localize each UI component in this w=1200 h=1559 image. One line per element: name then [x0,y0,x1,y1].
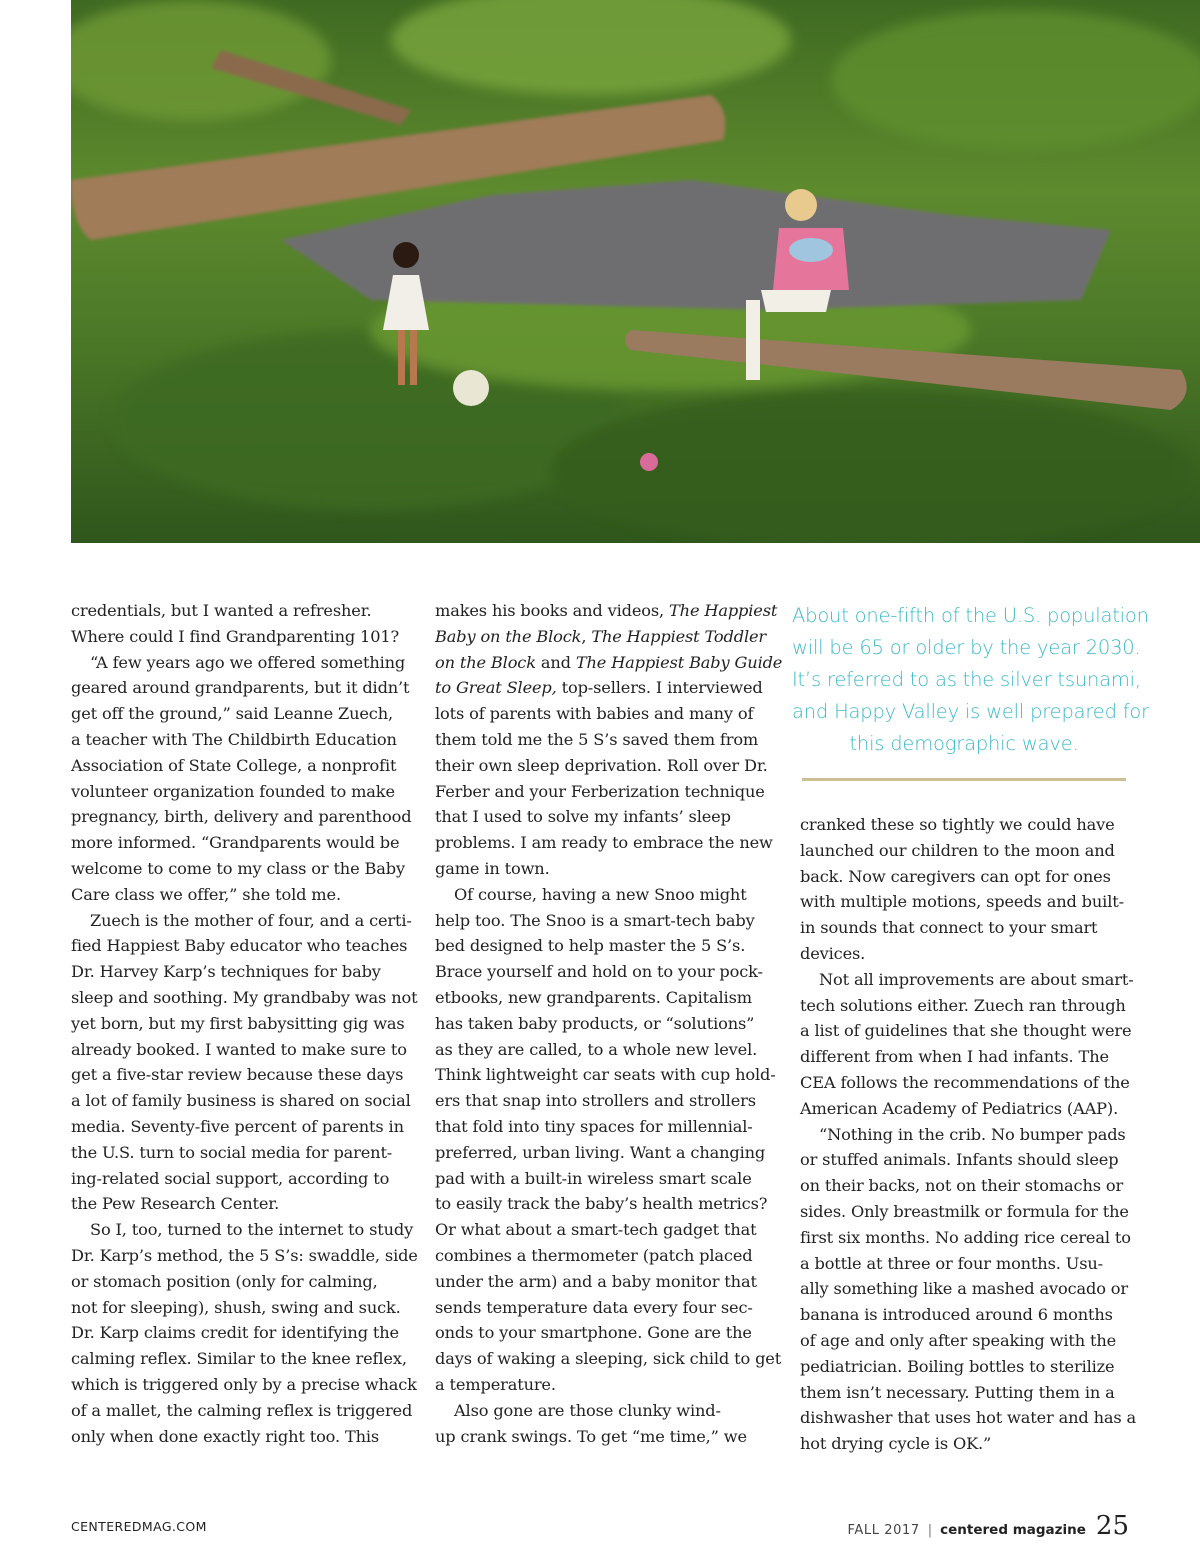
article-column-3 [800,812,1135,1457]
column-2-line: that fold into tiny spaces for millennial- [435,1116,753,1136]
column-1-line: the U.S. turn to social media for parent- [71,1142,393,1162]
column-2-line: onds to your smartphone. Gone are the [435,1323,752,1343]
page-number: 25 [1095,1511,1129,1541]
column-2-line: to Great Sleep, top-sellers. I interviewed [435,678,763,698]
column-3-line: Not all improvements are about smart- [819,969,1134,989]
pull-quote [792,600,1149,760]
column-2-line: days of waking a sleeping, sick child to get [435,1349,782,1369]
column-2-line: Baby on the Block, The Happiest Toddler [435,626,766,646]
hero-photo [71,0,1200,543]
column-2-line: combines a thermometer (patch placed [435,1245,753,1265]
column-2-line: that I used to solve my infants’ sleep [435,807,731,827]
column-1-line: fied Happiest Baby educator who teaches [71,936,408,956]
column-2-line: Think lightweight car seats with cup hold- [435,1065,776,1085]
miniature-figures-on-moss-image [71,0,1200,543]
footer-magazine-name: centered magazine [940,1522,1086,1538]
column-1-line: get a five-star review because these days [71,1065,404,1085]
column-2-line: as they are called, to a whole new level. [435,1039,758,1059]
column-1-line: or stomach position (only for calming, [71,1271,378,1291]
column-2-line: to easily track the baby’s health metrics? [435,1194,768,1214]
column-1-line: get off the ground,” said Leanne Zuech, [71,704,393,724]
column-2-line: makes his books and videos, The Happiest [435,601,778,620]
pull-quote-rule [802,778,1126,781]
column-1-line: Association of State College, a nonprofit [71,755,397,775]
column-1-line: Dr. Karp claims credit for identifying the [71,1323,399,1343]
column-2-line: a temperature. [435,1374,556,1394]
column-1-line: Where could I find Grandparenting 101? [71,626,400,646]
column-2-line: Also gone are those clunky wind- [454,1400,721,1420]
footer-website[interactable]: CENTEREDMAG.COM [71,1519,207,1534]
pull-quote-line: About one-fifth of the U.S. population [792,604,1149,627]
column-2-line: under the arm) and a baby monitor that [435,1271,757,1291]
column-1-line: Dr. Harvey Karp’s techniques for baby [71,962,381,982]
column-2-line: on the Block and The Happiest Baby Guide [435,652,783,672]
column-2-line: game in town. [435,858,550,878]
column-2-line: has taken baby products, or “solutions” [435,1013,755,1033]
column-1-line: which is triggered only by a precise whack [71,1374,417,1394]
column-2-line: etbooks, new grandparents. Capitalism [435,987,752,1007]
column-1-line: only when done exactly right too. This [71,1426,380,1446]
column-3-line: first six months. No adding rice cereal to [800,1227,1131,1247]
column-3-line: tech solutions either. Zuech ran through [800,995,1126,1015]
column-3-line: a bottle at three or four months. Usu- [800,1253,1103,1273]
column-3-line: “Nothing in the crib. No bumper pads [819,1124,1126,1144]
column-3-line: American Academy of Pediatrics (AAP). [800,1098,1119,1118]
column-1-line: the Pew Research Center. [71,1194,280,1214]
column-3-line: launched our children to the moon and [800,840,1115,860]
column-2-line: sends temperature data every four sec- [435,1297,753,1317]
column-3-line: with multiple motions, speeds and built- [800,892,1124,912]
column-1-line: not for sleeping), shush, swing and suck. [71,1297,401,1317]
column-1-line: geared around grandparents, but it didn’t [71,678,410,698]
column-1-line: a lot of family business is shared on social [71,1091,411,1111]
column-3-line: devices. [800,943,866,963]
column-3-line: a list of guidelines that she thought were [800,1021,1132,1041]
column-2-line: Or what about a smart-tech gadget that [435,1220,757,1240]
column-1-line: “A few years ago we offered something [90,652,406,672]
column-3-line: different from when I had infants. The [800,1047,1109,1067]
column-3-line: or stuffed animals. Infants should sleep [800,1150,1119,1170]
pull-quote-line: It’s referred to as the silver tsunami, [792,668,1141,691]
column-3-line: them isn’t necessary. Putting them in a [800,1382,1115,1402]
column-3-line: dishwasher that uses hot water and has a [800,1408,1137,1428]
column-3-line: of age and only after speaking with the [800,1330,1117,1350]
column-1-line: So I, too, turned to the internet to study [90,1220,414,1240]
column-1-line: media. Seventy-five percent of parents in [71,1116,404,1136]
article-column-1 [71,598,418,1449]
pull-quote-line: and Happy Valley is well prepared for [792,700,1149,723]
footer-issue-season: FALL 2017 [847,1523,920,1538]
pull-quote-line: will be 65 or older by the year 2030. [792,636,1141,659]
column-1-line: pregnancy, birth, delivery and parenthood [71,807,412,827]
column-2-line: up crank swings. To get “me time,” we [435,1426,747,1446]
column-2-line: preferred, urban living. Want a changing [435,1142,766,1162]
column-2-line: lots of parents with babies and many of [435,704,754,724]
column-2-line: problems. I am ready to embrace the new [435,833,773,853]
column-3-line: in sounds that connect to your smart [800,918,1098,938]
column-2-line: their own sleep deprivation. Roll over Dr. [435,755,768,775]
column-1-line: welcome to come to my class or the Baby [71,858,405,878]
column-1-line: of a mallet, the calming reflex is triggered [71,1400,413,1420]
column-3-line: banana is introduced around 6 months [800,1305,1113,1325]
column-3-line: back. Now caregivers can opt for ones [800,866,1111,886]
column-3-line: CEA follows the recommendations of the [800,1072,1130,1092]
column-1-line: sleep and soothing. My grandbaby was not [71,987,418,1007]
column-1-line: Zuech is the mother of four, and a certi- [90,910,412,930]
column-1-line: already booked. I wanted to make sure to [71,1039,407,1059]
column-2-line: help too. The Snoo is a smart-tech baby [435,910,755,930]
column-1-line: yet born, but my first babysitting gig was [71,1013,405,1033]
column-3-line: on their backs, not on their stomachs or [800,1176,1124,1196]
column-2-line: Ferber and your Ferberization technique [435,781,765,801]
column-1-line: volunteer organization founded to make [71,781,395,801]
column-1-line: Dr. Karp’s method, the 5 S’s: swaddle, side [71,1245,418,1265]
column-1-line: credentials, but I wanted a refresher. [71,601,372,620]
column-1-line: ing-related social support, according to [71,1168,390,1188]
column-1-line: a teacher with The Childbirth Education [71,729,397,749]
column-2-line: them told me the 5 S’s saved them from [435,729,759,749]
column-1-line: Care class we offer,” she told me. [71,884,341,904]
column-1-line: calming reflex. Similar to the knee reflex, [71,1349,407,1369]
footer-folio [847,1511,1129,1541]
column-2-line: bed designed to help master the 5 S’s. [435,936,746,956]
footer-separator: | [927,1523,933,1538]
column-3-line: sides. Only breastmilk or formula for the [800,1201,1129,1221]
column-2-line: Of course, having a new Snoo might [454,884,747,904]
column-2-line: pad with a built-in wireless smart scale [435,1168,752,1188]
column-3-line: cranked these so tightly we could have [800,815,1115,834]
column-2-line: Brace yourself and hold on to your pock- [435,962,763,982]
column-3-line: ally something like a mashed avocado or [800,1279,1128,1299]
column-1-line: more informed. “Grandparents would be [71,833,400,853]
column-3-line: hot drying cycle is OK.” [800,1434,992,1454]
column-3-line: pediatrician. Boiling bottles to sterilize [800,1356,1115,1376]
pull-quote-line: this demographic wave. [849,732,1079,755]
column-2-line: ers that snap into strollers and strollers [435,1091,756,1111]
article-column-2 [435,598,783,1449]
